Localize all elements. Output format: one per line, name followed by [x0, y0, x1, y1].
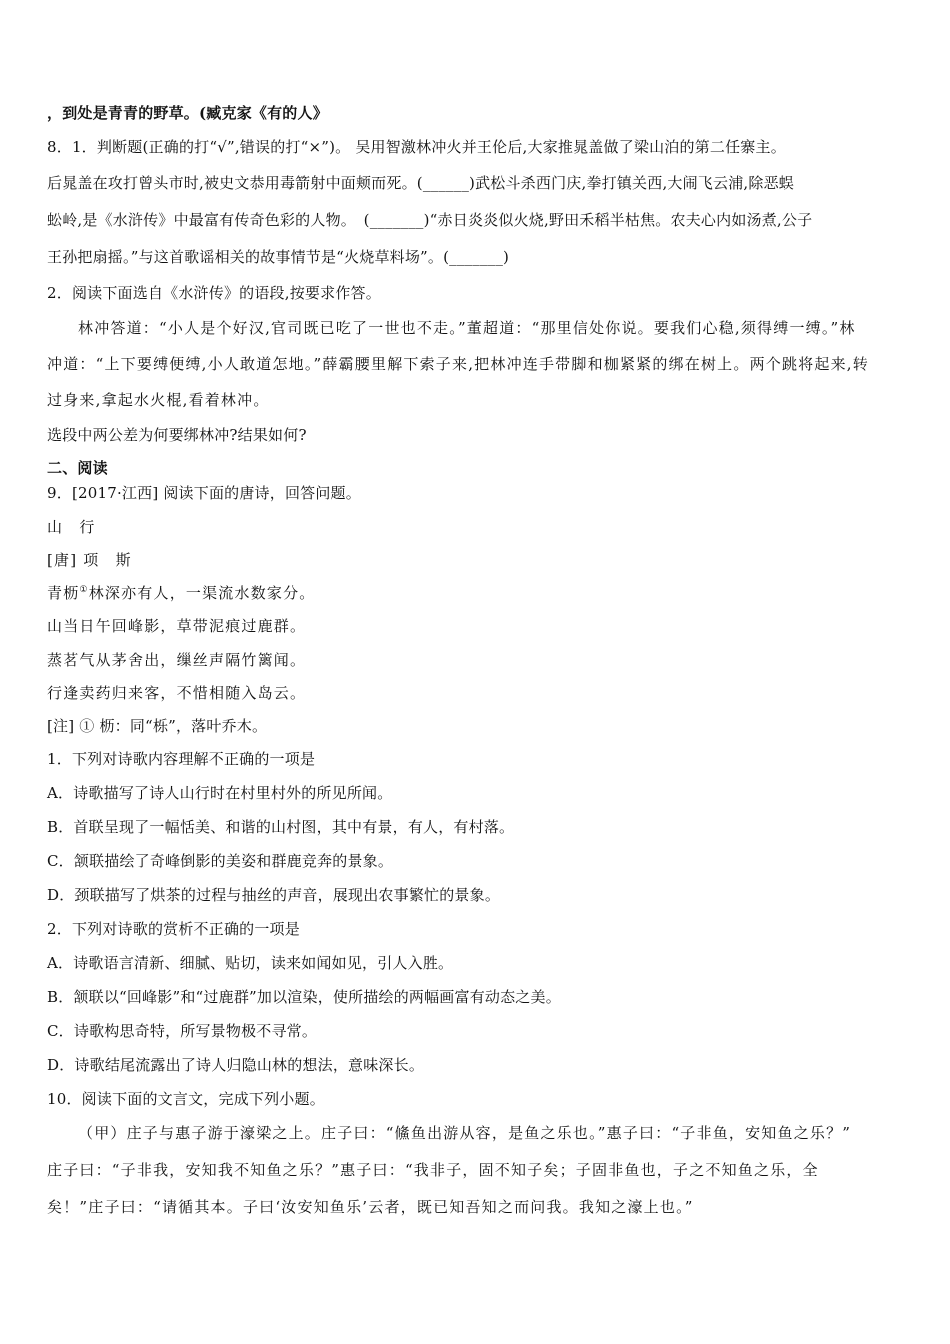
poem-annotation: [注] ① 枥：同“栎”，落叶乔木。 — [47, 717, 268, 735]
q9-1-option-a: A．诗歌描写了诗人山行时在村里村外的所见所闻。 — [47, 784, 393, 802]
q10-instruction: 10．阅读下面的文言文，完成下列小题。 — [47, 1090, 325, 1108]
q9-1-option-c: C．颔联描绘了奇峰倒影的美姿和群鹿竞奔的景象。 — [47, 852, 394, 870]
poem-title: 山 行 — [47, 518, 96, 536]
section-heading-reading: 二、阅读 — [47, 459, 108, 477]
footnote-marker: ① — [79, 585, 89, 595]
q8-judgment-line-4: 王孙把扇摇。”与这首歌谣相关的故事情节是“火烧草料场”。(_______) — [47, 248, 510, 266]
q9-instruction: 9．[2017·江西] 阅读下面的唐诗，回答问题。 — [47, 484, 361, 502]
q9-2-option-a: A．诗歌语言清新、细腻、贴切，读来如闻如见，引人入胜。 — [47, 954, 454, 972]
shuihu-passage-line-1: 林冲答道：“小人是个好汉,官司既已吃了一世也不走。”董超道：“那里信处你说。要我们心稳,须得缚一缚。”林 — [78, 319, 856, 337]
poem-line-4: 行逢卖药归来客，不惜相随入岛云。 — [47, 684, 307, 702]
poem-line-1-rest: 林深亦有人，一渠流水数家分。 — [88, 584, 316, 602]
poem-line-2: 山当日午回峰影，草带泥痕过鹿群。 — [47, 617, 307, 635]
zhuangzi-passage-line-3: 矣！”庄子曰：“请循其本。子曰‘汝安知鱼乐’云者，既已知吾知之而问我。我知之濠上也。” — [47, 1198, 694, 1216]
q8-judgment-line-3: 蚣岭,是《水浒传》中最富有传奇色彩的人物。 (_______)“赤日炎炎似火烧,野田禾稻半枯焦。农夫心内如汤煮,公子 — [47, 211, 813, 229]
q9-1-option-d: D．颈联描写了烘茶的过程与抽丝的声音，展现出农事繁忙的景象。 — [47, 886, 501, 904]
poem-author: [唐] 项 斯 — [47, 551, 132, 569]
q9-2-stem: 2．下列对诗歌的赏析不正确的一项是 — [47, 920, 300, 938]
q8-2-question: 选段中两公差为何要绑林冲?结果如何? — [47, 426, 307, 444]
q9-2-option-d: D．诗歌结尾流露出了诗人归隐山林的想法，意味深长。 — [47, 1056, 425, 1074]
shuihu-passage-line-2: 冲道：“上下要缚便缚,小人敢道怎地。”薛霸腰里解下索子来,把林冲连手带脚和枷紧紧的绑在树上。两个跳将起来,转 — [47, 355, 869, 373]
zhuangzi-passage-line-2: 庄子曰：“子非我，安知我不知鱼之乐？”惠子曰：“我非子，固不知子矣；子固非鱼也，子之不知鱼之乐，全 — [47, 1161, 819, 1179]
q9-2-option-c: C．诗歌构思奇特，所写景物极不寻常。 — [47, 1022, 318, 1040]
q9-2-option-b: B．颔联以“回峰影”和“过鹿群”加以渲染，使所描绘的两幅画富有动态之美。 — [47, 988, 561, 1006]
poem-line-1 — [47, 583, 907, 603]
poem-quote-ending: ，到处是青青的野草。(臧克家《有的人》 — [47, 104, 328, 122]
zhuangzi-passage-line-1: （甲）庄子与惠子游于濠梁之上。庄子曰：“鯈鱼出游从容，是鱼之乐也。”惠子曰：“子非鱼，安知鱼之乐？” — [78, 1124, 852, 1142]
q9-1-option-b: B．首联呈现了一幅恬美、和谐的山村图，其中有景，有人，有村落。 — [47, 818, 515, 836]
shuihu-passage-line-3: 过身来,拿起水火棍,看着林冲。 — [47, 391, 270, 409]
q8-2-instruction: 2．阅读下面选自《水浒传》的语段,按要求作答。 — [47, 284, 381, 302]
q8-judgment-line-2: 后晁盖在攻打曾头市时,被史文恭用毒箭射中面颊而死。(______)武松斗杀西门庆,拳打镇关西,大闹飞云浦,除恶蜈 — [47, 174, 794, 192]
q8-judgment-line-1: 8．1．判断题(正确的打“√”,错误的打“×”)。 吴用智激林冲火并王伦后,大家推晁盖做了梁山泊的第二任寨主。 — [47, 138, 786, 156]
q9-1-stem: 1．下列对诗歌内容理解不正确的一项是 — [47, 750, 316, 768]
poem-line-1-start: 青枥 — [47, 584, 80, 602]
poem-line-3: 蒸茗气从茅舍出，缫丝声隔竹篱闻。 — [47, 651, 307, 669]
